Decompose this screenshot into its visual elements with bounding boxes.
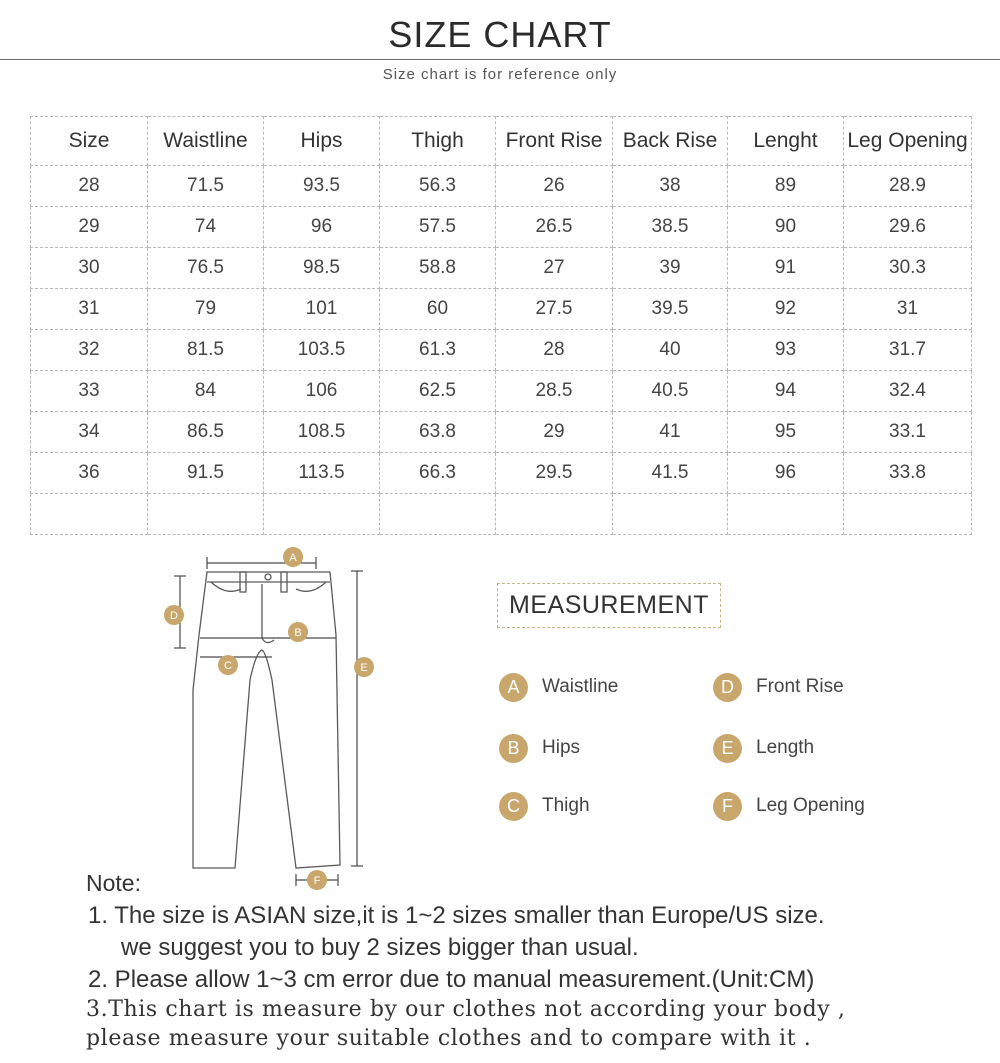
measurement-title: MEASUREMENT [497, 583, 721, 628]
legend-length [713, 733, 814, 763]
page-title: SIZE CHART [388, 14, 612, 55]
table-cell: 31 [844, 289, 972, 330]
table-cell: 29 [31, 207, 148, 248]
marker-c-badge [218, 655, 238, 675]
table-cell: 32 [31, 330, 148, 371]
column-header: Front Rise [496, 117, 613, 166]
column-header: Size [31, 117, 148, 166]
size-table [30, 116, 972, 535]
table-cell: 41.5 [613, 453, 728, 494]
table-cell: 71.5 [148, 166, 264, 207]
table-cell: 39 [613, 248, 728, 289]
table-cell: 57.5 [380, 207, 496, 248]
table-cell: 41 [613, 412, 728, 453]
table-cell: 26 [496, 166, 613, 207]
table-cell: 26.5 [496, 207, 613, 248]
table-row [31, 412, 972, 453]
table-cell [844, 494, 972, 535]
legend-label: Front Rise [756, 676, 844, 697]
table-cell: 32.4 [844, 371, 972, 412]
table-cell: 76.5 [148, 248, 264, 289]
table-cell: 28 [496, 330, 613, 371]
table-cell: 33.8 [844, 453, 972, 494]
table-row [31, 289, 972, 330]
table-cell: 38.5 [613, 207, 728, 248]
svg-text:C: C [224, 660, 232, 672]
legend-leg-opening [713, 791, 865, 821]
legend-waistline [499, 672, 618, 702]
table-cell: 84 [148, 371, 264, 412]
table-cell: 33.1 [844, 412, 972, 453]
table-cell [264, 494, 380, 535]
table-cell: 31 [31, 289, 148, 330]
marker-e-icon: E [713, 734, 742, 763]
note-heading: Note: [86, 870, 141, 896]
marker-d-icon: D [713, 673, 742, 702]
svg-text:B: B [294, 627, 302, 639]
table-cell: 30.3 [844, 248, 972, 289]
legend-label: Length [756, 737, 815, 758]
legend-label: Waistline [542, 676, 619, 697]
table-header-row [31, 117, 972, 166]
legend-label: Thigh [542, 795, 590, 816]
note-line-1: 1. The size is ASIAN size,it is 1~2 sizes smaller than Europe/US size. [88, 902, 825, 929]
table-row [31, 330, 972, 371]
table-row [31, 494, 972, 535]
table-cell: 96 [264, 207, 380, 248]
marker-b-badge [288, 622, 308, 642]
table-cell: 40.5 [613, 371, 728, 412]
table-cell: 29.5 [496, 453, 613, 494]
marker-e-badge [354, 657, 374, 677]
note-line-3: 3.This chart is measure by our clothes not according your body , [86, 997, 846, 1022]
diagram-markers [164, 547, 374, 890]
marker-f-icon: F [713, 792, 742, 821]
table-cell [728, 494, 844, 535]
table-cell: 28 [31, 166, 148, 207]
table-cell: 28.5 [496, 371, 613, 412]
marker-b-icon: B [499, 734, 528, 763]
table-cell: 93.5 [264, 166, 380, 207]
table-cell: 91 [728, 248, 844, 289]
table-cell [31, 494, 148, 535]
page-subtitle: Size chart is for reference only [382, 66, 618, 83]
note-line-1-continued: we suggest you to buy 2 sizes bigger than usual. [121, 934, 639, 961]
table-row [31, 166, 972, 207]
note-line-3-continued: please measure your suitable clothes and to compare with it . [86, 1026, 812, 1051]
svg-text:A: A [289, 552, 297, 564]
table-cell: 30 [31, 248, 148, 289]
legend-label: Leg Opening [756, 795, 865, 816]
svg-text:F: F [313, 875, 321, 887]
table-cell: 94 [728, 371, 844, 412]
table-cell: 90 [728, 207, 844, 248]
table-cell [613, 494, 728, 535]
table-cell: 95 [728, 412, 844, 453]
column-header: Leg Opening [844, 117, 972, 166]
note-line-2: 2. Please allow 1~3 cm error due to manual measurement.(Unit:CM) [88, 966, 815, 993]
table-cell: 34 [31, 412, 148, 453]
column-header: Waistline [148, 117, 264, 166]
table-cell: 33 [31, 371, 148, 412]
table-cell [496, 494, 613, 535]
marker-c-icon: C [499, 792, 528, 821]
legend-label: Hips [542, 737, 581, 758]
column-header: Thigh [380, 117, 496, 166]
table-cell: 89 [728, 166, 844, 207]
table-cell [148, 494, 264, 535]
table-cell: 40 [613, 330, 728, 371]
table-cell: 39.5 [613, 289, 728, 330]
table-cell: 61.3 [380, 330, 496, 371]
column-header: Lenght [728, 117, 844, 166]
column-header: Hips [264, 117, 380, 166]
table-cell: 81.5 [148, 330, 264, 371]
table-cell: 63.8 [380, 412, 496, 453]
table-cell: 96 [728, 453, 844, 494]
table-cell: 79 [148, 289, 264, 330]
table-cell: 29 [496, 412, 613, 453]
table-cell: 93 [728, 330, 844, 371]
marker-d-badge [164, 605, 184, 625]
table-cell: 98.5 [264, 248, 380, 289]
legend-thigh [499, 791, 590, 821]
table-row [31, 453, 972, 494]
table-row [31, 371, 972, 412]
table-cell: 103.5 [264, 330, 380, 371]
table-cell: 91.5 [148, 453, 264, 494]
table-cell: 62.5 [380, 371, 496, 412]
table-row [31, 248, 972, 289]
table-cell: 108.5 [264, 412, 380, 453]
table-cell: 38 [613, 166, 728, 207]
table-cell: 28.9 [844, 166, 972, 207]
pants-outline-icon [193, 572, 340, 868]
marker-f-badge [307, 870, 327, 890]
table-cell [380, 494, 496, 535]
table-cell: 113.5 [264, 453, 380, 494]
marker-a-icon: A [499, 673, 528, 702]
table-cell: 56.3 [380, 166, 496, 207]
table-cell: 27.5 [496, 289, 613, 330]
table-cell: 92 [728, 289, 844, 330]
table-cell: 31.7 [844, 330, 972, 371]
svg-text:E: E [360, 662, 368, 674]
column-header: Back Rise [613, 117, 728, 166]
table-cell: 74 [148, 207, 264, 248]
table-body [31, 166, 972, 535]
svg-text:D: D [170, 610, 178, 622]
table-row [31, 207, 972, 248]
table-cell: 106 [264, 371, 380, 412]
table-cell: 27 [496, 248, 613, 289]
table-cell: 60 [380, 289, 496, 330]
table-cell: 36 [31, 453, 148, 494]
pants-diagram [150, 540, 390, 895]
table-cell: 58.8 [380, 248, 496, 289]
table-cell: 101 [264, 289, 380, 330]
title-divider [0, 59, 1000, 60]
table-cell: 66.3 [380, 453, 496, 494]
table-cell: 86.5 [148, 412, 264, 453]
table-cell: 29.6 [844, 207, 972, 248]
legend-front-rise [713, 672, 844, 702]
marker-a-badge [283, 547, 303, 567]
legend-hips [499, 733, 580, 763]
